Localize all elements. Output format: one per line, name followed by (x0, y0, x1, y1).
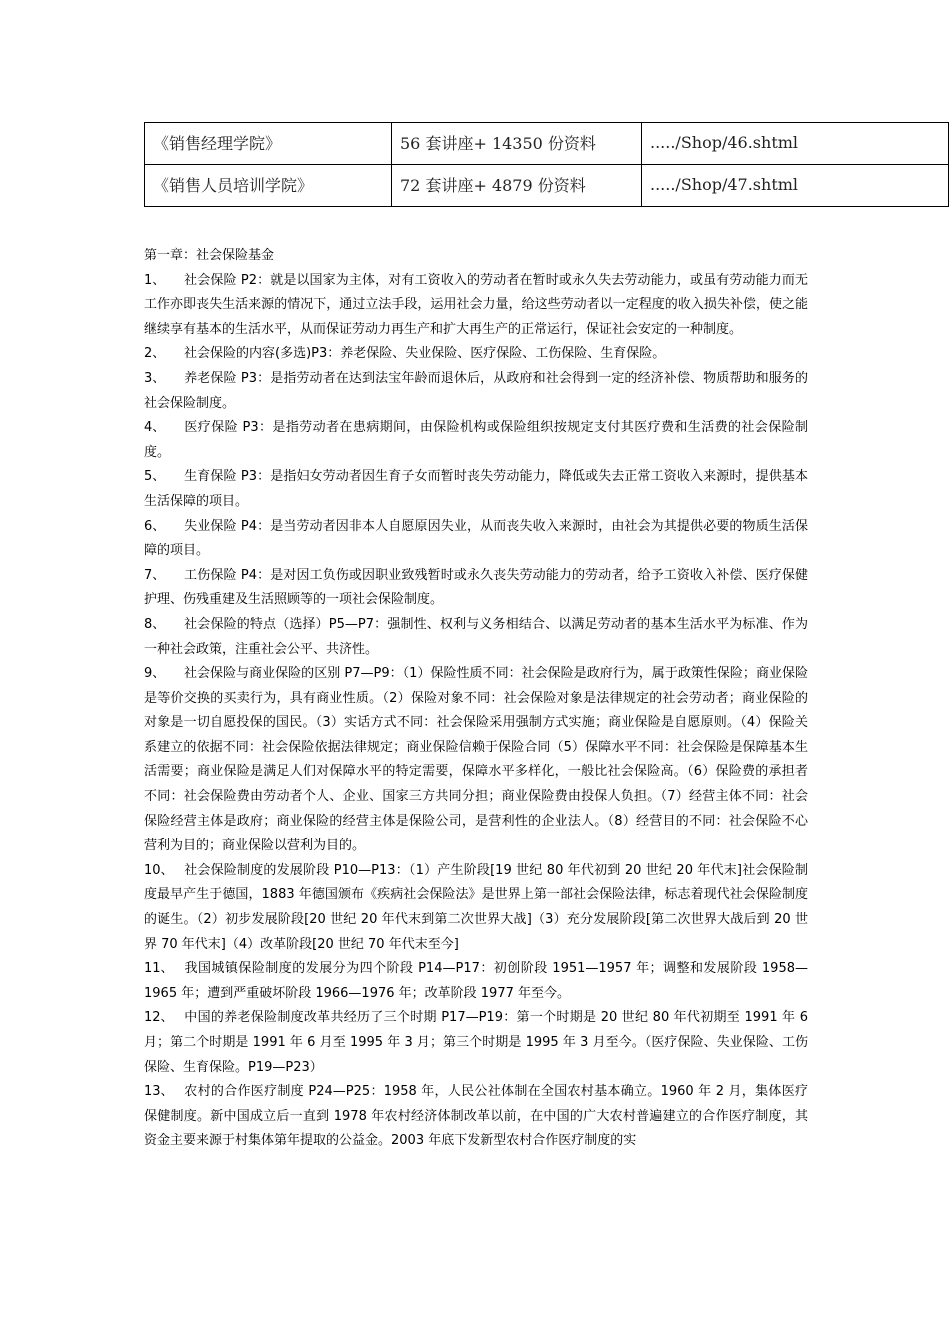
course-count-cell: 72 套讲座+ 4879 份资料 (392, 165, 642, 207)
course-table (144, 122, 949, 207)
item-number: 11、 (144, 961, 174, 977)
list-item (144, 1080, 808, 1154)
item-text: 生育保险 P3：是指妇女劳动者因生育子女而暂时丧失劳动能力，降低或失去正常工资收入来源时，提供基本生活保障的项目。 (144, 469, 808, 509)
item-text: 医疗保险 P3：是指劳动者在患病期间，由保险机构或保险组织按规定支付其医疗费和生活费的社会保险制度。 (144, 420, 808, 460)
item-text: 中国的养老保险制度改革共经历了三个时期 P17—P19：第一个时期是 20 世纪 80 年代初期至 1991 年 6 月；第二个时期是 1991 年 6 月至 1995 年 3 月；第三个时期是 1995 年 3 月至今。（医疗保险、失业保险、工伤保险、生育保险。P19—P23） (144, 1010, 808, 1075)
item-number: 10、 (144, 862, 174, 878)
item-text: 社会保险的特点（选择）P5—P7：强制性、权利与义务相结合、以满足劳动者的基本生活水平为标准、作为一种社会政策，注重社会公平、共济性。 (144, 616, 808, 657)
course-name-cell: 《销售人员培训学院》 (145, 165, 392, 207)
item-number: 9、 (144, 666, 166, 682)
chapter-title: 第一章：社会保险基金 (144, 248, 275, 263)
list-item (144, 342, 808, 367)
item-number: 4、 (144, 420, 166, 436)
list-item (144, 613, 808, 662)
item-number: 2、 (144, 346, 166, 362)
course-count-cell: 56 套讲座+ 14350 份资料 (392, 123, 642, 165)
item-text: 农村的合作医疗制度 P24—P25：1958 年，人民公社体制在全国农村基本确立。1960 年 2 月，集体医疗保健制度。新中国成立后一直到 1978 年农村经济体制改革以前，在中国的广大农村普遍建立的合作医疗制度，其资金主要来源于村集体第年提取的公益金。2003 年底下发新型农村合作医疗制度的实 (144, 1084, 808, 1149)
course-link-cell[interactable]: ...../Shop/46.shtml (642, 123, 949, 165)
item-text: 社会保险与商业保险的区别 P7—P9：（1）保险性质不同：社会保险是政府行为，属于政策性保险；商业保险是等价交换的买卖行为，具有商业性质。（2）保险对象不同：社会保险对象是法律规定的社会劳动者；商业保险的对象是一切自愿投保的国民。（3）实话方式不同：社会保险采用强制方式实施；商业保险是自愿原则。（4）保险关系建立的依据不同：社会保险依据法律规定；商业保险信赖于保险合同（5）保障水平不同：社会保险是保障基本生活需要；商业保险是满足人们对保障水平的特定需要，保障水平多样化，一般比社会保险高。（6）保险费的承担者不同：社会保险费由劳动者个人、企业、国家三方共同分担；商业保险费由投保人负担。（7）经营主体不同：社会保险经营主体是政府；商业保险的经营主体是保险公司，是营利性的企业法人。（8）经营目的不同：社会保险不心营利为目的；商业保险以营利为目的。 (144, 666, 808, 854)
list-item (144, 465, 808, 514)
list-item (144, 1006, 808, 1080)
item-text: 失业保险 P4：是当劳动者因非本人自愿原因失业，从而丧失收入来源时，由社会为其提供必要的物质生活保障的项目。 (144, 518, 808, 559)
item-text: 社会保险的内容(多选)P3：养老保险、失业保险、医疗保险、工伤保险、生育保险。 (184, 346, 666, 362)
table-row (145, 165, 949, 207)
table-row (145, 123, 949, 165)
item-number: 12、 (144, 1010, 174, 1026)
list-item (144, 515, 808, 564)
list-item (144, 564, 808, 613)
item-number: 7、 (144, 567, 166, 583)
course-name-cell: 《销售经理学院》 (145, 123, 392, 165)
document-body (144, 244, 808, 1154)
item-text: 工伤保险 P4：是对因工负伤或因职业致残暂时或永久丧失劳动能力的劳动者，给予工资收入补偿、医疗保健护理、伤残重建及生活照顾等的一项社会保险制度。 (144, 567, 808, 608)
item-text: 我国城镇保险制度的发展分为四个阶段 P14—P17：初创阶段 1951—1957 年；调整和发展阶段 1958—1965 年；遭到严重破坏阶段 1966—1976 年；改革阶段 1977 年至今。 (144, 961, 808, 1001)
item-text: 社会保险制度的发展阶段 P10—P13：（1）产生阶段[19 世纪 80 年代初到 20 世纪 20 年代末]社会保险制度最早产生于德国，1883 年德国颁布《疾病社会保险法》是世界上第一部社会保险法律，标志着现代社会保险制度的诞生。（2）初步发展阶段[20 世纪 20 年代末到第二次世界大战]（3）充分发展阶段[第二次世界大战后到 20 世界 70 年代末]（4）改革阶段[20 世纪 70 年代末至今] (144, 862, 808, 952)
item-number: 1、 (144, 272, 166, 288)
list-item (144, 957, 808, 1006)
list-item (144, 269, 808, 343)
list-item (144, 416, 808, 465)
list-item (144, 662, 808, 859)
item-text: 养老保险 P3：是指劳动者在达到法宝年龄而退休后，从政府和社会得到一定的经济补偿、物质帮助和服务的社会保险制度。 (144, 370, 808, 411)
item-number: 8、 (144, 616, 166, 632)
item-number: 13、 (144, 1084, 174, 1100)
item-number: 6、 (144, 518, 166, 534)
list-item (144, 367, 808, 416)
item-text: 社会保险 P2：就是以国家为主体，对有工资收入的劳动者在暂时或永久失去劳动能力，或虽有劳动能力而无工作亦即丧失生活来源的情况下，通过立法手段，运用社会力量，给这些劳动者以一定程度的收入损失补偿，使之能继续享有基本的生活水平，从而保证劳动力再生产和扩大再生产的正常运行，保证社会安定的一种制度。 (144, 272, 808, 337)
item-number: 3、 (144, 370, 166, 386)
item-number: 5、 (144, 469, 166, 485)
course-link-cell[interactable]: ...../Shop/47.shtml (642, 165, 949, 207)
list-item (144, 859, 808, 957)
